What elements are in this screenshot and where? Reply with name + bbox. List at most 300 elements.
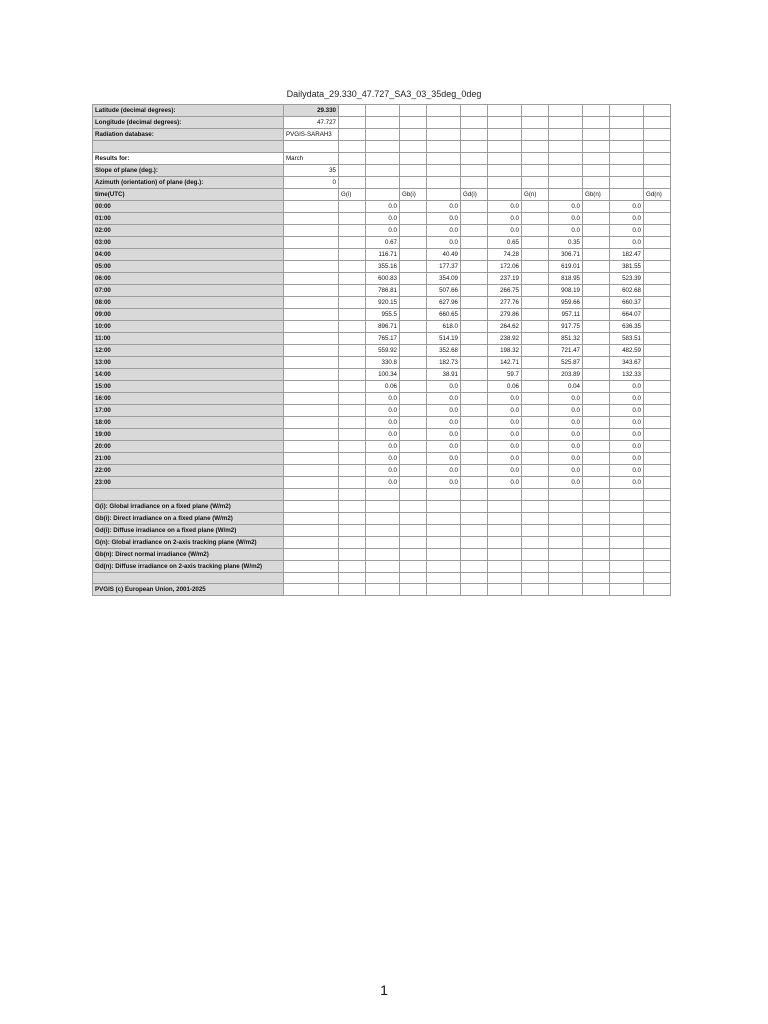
time-cell: 15:00 — [93, 380, 284, 392]
empty-cell — [644, 129, 671, 141]
empty-cell — [366, 105, 400, 117]
value-cell: 266.75 — [488, 284, 522, 296]
empty-cell — [583, 416, 610, 428]
empty-cell — [400, 440, 427, 452]
empty-cell — [400, 320, 427, 332]
empty-cell — [339, 320, 366, 332]
empty-cell — [610, 584, 644, 596]
empty-cell — [461, 332, 488, 344]
empty-cell — [583, 296, 610, 308]
empty-cell — [610, 548, 644, 560]
value-cell: 0.0 — [549, 428, 583, 440]
time-cell: 10:00 — [93, 320, 284, 332]
empty-cell — [644, 117, 671, 129]
value-cell: 786.81 — [366, 284, 400, 296]
empty-cell — [339, 452, 366, 464]
empty-cell — [339, 512, 366, 524]
value-cell: 0.0 — [488, 476, 522, 488]
empty-cell — [488, 176, 522, 188]
empty-cell — [610, 524, 644, 536]
empty-cell — [549, 548, 583, 560]
value-cell: 352.68 — [427, 344, 461, 356]
empty-cell — [583, 356, 610, 368]
empty-cell — [549, 176, 583, 188]
time-cell: 00:00 — [93, 200, 284, 212]
empty-cell — [461, 152, 488, 164]
empty-cell — [610, 536, 644, 548]
empty-label-cell — [93, 141, 284, 153]
empty-cell — [400, 584, 427, 596]
empty-cell — [610, 500, 644, 512]
legend-row — [93, 524, 671, 536]
table-row — [93, 464, 671, 476]
value-cell: 664.07 — [610, 308, 644, 320]
value-cell: 602.68 — [610, 284, 644, 296]
value-cell: 277.76 — [488, 296, 522, 308]
empty-cell — [644, 584, 671, 596]
results-row-label: Results for: — [93, 152, 284, 164]
value-cell: 237.19 — [488, 272, 522, 284]
empty-cell — [284, 368, 339, 380]
time-cell: 05:00 — [93, 260, 284, 272]
empty-cell — [366, 152, 400, 164]
empty-cell — [284, 572, 339, 584]
value-cell: 0.0 — [610, 428, 644, 440]
empty-cell — [583, 464, 610, 476]
empty-cell — [284, 488, 339, 500]
empty-cell — [583, 344, 610, 356]
empty-cell — [284, 272, 339, 284]
value-cell: 0.0 — [366, 464, 400, 476]
value-cell: 0.0 — [549, 464, 583, 476]
legend-row — [93, 548, 671, 560]
empty-cell — [583, 560, 610, 572]
empty-cell — [400, 476, 427, 488]
footer-copyright: PVGIS (c) European Union, 2001-2025 — [93, 584, 284, 596]
value-cell: 116.71 — [366, 248, 400, 260]
table-row — [93, 200, 671, 212]
value-cell: 523.39 — [610, 272, 644, 284]
empty-cell — [400, 500, 427, 512]
empty-cell — [644, 488, 671, 500]
table-row — [93, 320, 671, 332]
empty-cell — [644, 260, 671, 272]
value-cell: 0.0 — [488, 428, 522, 440]
empty-cell — [427, 188, 461, 200]
empty-cell — [522, 200, 549, 212]
time-cell: 04:00 — [93, 248, 284, 260]
legend-item: Gb(i): Direct irradiance on a fixed plane (W/m2) — [93, 512, 284, 524]
empty-cell — [644, 248, 671, 260]
empty-cell — [610, 572, 644, 584]
empty-cell — [284, 236, 339, 248]
empty-cell — [339, 248, 366, 260]
value-cell: 660.65 — [427, 308, 461, 320]
value-cell: 0.0 — [549, 224, 583, 236]
value-cell: 0.0 — [366, 476, 400, 488]
value-cell: 0.0 — [427, 416, 461, 428]
value-cell: 0.0 — [549, 404, 583, 416]
empty-cell — [427, 105, 461, 117]
empty-cell — [461, 260, 488, 272]
empty-cell — [610, 176, 644, 188]
empty-cell — [461, 308, 488, 320]
empty-cell — [522, 284, 549, 296]
table-row — [93, 332, 671, 344]
empty-cell — [400, 428, 427, 440]
empty-cell — [583, 584, 610, 596]
empty-cell — [522, 404, 549, 416]
value-cell: 514.19 — [427, 332, 461, 344]
value-cell: 354.09 — [427, 272, 461, 284]
empty-cell — [400, 404, 427, 416]
empty-cell — [339, 428, 366, 440]
empty-cell — [522, 416, 549, 428]
empty-cell — [488, 512, 522, 524]
empty-cell — [583, 572, 610, 584]
value-cell: 0.0 — [610, 380, 644, 392]
empty-cell — [400, 212, 427, 224]
empty-cell — [610, 117, 644, 129]
empty-cell — [644, 152, 671, 164]
empty-cell — [488, 584, 522, 596]
empty-cell — [284, 296, 339, 308]
value-cell: 0.0 — [488, 224, 522, 236]
table-row — [93, 428, 671, 440]
empty-cell — [339, 476, 366, 488]
empty-cell — [610, 141, 644, 153]
empty-cell — [644, 452, 671, 464]
empty-cell — [461, 224, 488, 236]
empty-cell — [644, 560, 671, 572]
empty-cell — [644, 296, 671, 308]
empty-cell — [549, 117, 583, 129]
empty-cell — [522, 560, 549, 572]
empty-cell — [366, 117, 400, 129]
empty-cell — [339, 284, 366, 296]
empty-cell — [427, 512, 461, 524]
empty-cell — [522, 212, 549, 224]
value-cell: 0.06 — [488, 380, 522, 392]
empty-cell — [522, 248, 549, 260]
empty-cell — [488, 488, 522, 500]
longitude-row-label: Longitude (decimal degrees): — [93, 117, 284, 129]
empty-cell — [583, 500, 610, 512]
empty-cell — [583, 392, 610, 404]
time-cell: 13:00 — [93, 356, 284, 368]
empty-cell — [644, 476, 671, 488]
empty-cell — [284, 404, 339, 416]
value-cell: 908.19 — [549, 284, 583, 296]
empty-cell — [583, 224, 610, 236]
empty-cell — [400, 464, 427, 476]
empty-cell — [488, 152, 522, 164]
empty-cell — [400, 380, 427, 392]
legend-item: G(i): Global irradiance on a fixed plane (W/m2) — [93, 500, 284, 512]
column-header: G(i) — [339, 188, 366, 200]
value-cell: 0.0 — [610, 440, 644, 452]
value-cell: 627.96 — [427, 296, 461, 308]
slope-row-value: 35 — [284, 164, 339, 176]
empty-cell — [339, 440, 366, 452]
empty-cell — [549, 129, 583, 141]
empty-cell — [522, 176, 549, 188]
empty-cell — [366, 176, 400, 188]
table-row — [93, 356, 671, 368]
value-cell: 0.0 — [366, 200, 400, 212]
empty-cell — [427, 164, 461, 176]
empty-cell — [644, 272, 671, 284]
empty-cell — [366, 500, 400, 512]
empty-cell — [400, 296, 427, 308]
value-cell: 203.89 — [549, 368, 583, 380]
empty-cell — [522, 572, 549, 584]
empty-cell — [644, 500, 671, 512]
legend-item: G(n): Global irradiance on 2-axis tracking plane (W/m2) — [93, 536, 284, 548]
empty-cell — [461, 440, 488, 452]
empty-cell — [366, 560, 400, 572]
empty-cell — [488, 572, 522, 584]
latitude-row-value: 29.330 — [284, 105, 339, 117]
azimuth-row-label: Azimuth (orientation) of plane (deg.): — [93, 176, 284, 188]
empty-cell — [284, 464, 339, 476]
value-cell: 38.91 — [427, 368, 461, 380]
value-cell: 0.0 — [366, 452, 400, 464]
empty-cell — [400, 284, 427, 296]
empty-cell — [644, 236, 671, 248]
empty-cell — [488, 129, 522, 141]
empty-cell — [461, 368, 488, 380]
value-cell: 482.59 — [610, 344, 644, 356]
legend-item: Gb(n): Direct normal irradiance (W/m2) — [93, 548, 284, 560]
value-cell: 264.62 — [488, 320, 522, 332]
empty-cell — [427, 524, 461, 536]
empty-cell — [339, 536, 366, 548]
empty-cell — [644, 356, 671, 368]
empty-cell — [488, 548, 522, 560]
empty-cell — [400, 224, 427, 236]
empty-cell — [644, 512, 671, 524]
empty-cell — [583, 212, 610, 224]
time-cell: 16:00 — [93, 392, 284, 404]
empty-cell — [522, 105, 549, 117]
empty-cell — [284, 308, 339, 320]
value-cell: 0.0 — [610, 224, 644, 236]
empty-cell — [339, 560, 366, 572]
empty-cell — [488, 164, 522, 176]
value-cell: 559.92 — [366, 344, 400, 356]
empty-cell — [488, 500, 522, 512]
empty-cell — [461, 105, 488, 117]
empty-cell — [339, 572, 366, 584]
empty-cell — [522, 380, 549, 392]
empty-cell — [583, 272, 610, 284]
empty-cell — [583, 404, 610, 416]
value-cell: 0.04 — [549, 380, 583, 392]
empty-cell — [549, 188, 583, 200]
value-cell: 957.11 — [549, 308, 583, 320]
value-cell: 0.0 — [427, 224, 461, 236]
spacer-row — [93, 572, 671, 584]
empty-cell — [400, 176, 427, 188]
value-cell: 0.06 — [366, 380, 400, 392]
empty-cell — [366, 524, 400, 536]
empty-cell — [339, 212, 366, 224]
empty-cell — [427, 117, 461, 129]
value-cell: 0.0 — [366, 404, 400, 416]
value-cell: 0.0 — [427, 428, 461, 440]
time-header: time(UTC) — [93, 188, 284, 200]
slope-row — [93, 164, 671, 176]
empty-cell — [284, 512, 339, 524]
empty-cell — [522, 464, 549, 476]
empty-cell — [488, 536, 522, 548]
empty-cell — [644, 392, 671, 404]
empty-cell — [583, 308, 610, 320]
table-row — [93, 236, 671, 248]
empty-cell — [339, 176, 366, 188]
empty-cell — [644, 332, 671, 344]
time-cell: 02:00 — [93, 224, 284, 236]
empty-cell — [583, 141, 610, 153]
time-cell: 14:00 — [93, 368, 284, 380]
empty-cell — [339, 488, 366, 500]
empty-cell — [400, 105, 427, 117]
value-cell: 172.06 — [488, 260, 522, 272]
empty-cell — [400, 344, 427, 356]
empty-cell — [400, 524, 427, 536]
value-cell: 959.66 — [549, 296, 583, 308]
value-cell: 0.67 — [366, 236, 400, 248]
empty-cell — [339, 404, 366, 416]
empty-cell — [461, 428, 488, 440]
empty-cell — [400, 452, 427, 464]
value-cell: 851.32 — [549, 332, 583, 344]
table-row — [93, 416, 671, 428]
empty-cell — [284, 536, 339, 548]
empty-cell — [461, 176, 488, 188]
value-cell: 600.83 — [366, 272, 400, 284]
legend-row — [93, 560, 671, 572]
empty-cell — [339, 584, 366, 596]
value-cell: 0.0 — [488, 440, 522, 452]
value-cell: 896.71 — [366, 320, 400, 332]
empty-cell — [339, 392, 366, 404]
empty-cell — [400, 272, 427, 284]
empty-cell — [522, 332, 549, 344]
empty-cell — [366, 129, 400, 141]
results-row — [93, 152, 671, 164]
empty-cell — [284, 524, 339, 536]
empty-cell — [644, 141, 671, 153]
empty-cell — [644, 380, 671, 392]
value-cell: 182.47 — [610, 248, 644, 260]
empty-cell — [427, 536, 461, 548]
empty-cell — [284, 200, 339, 212]
empty-cell — [522, 141, 549, 153]
database-row-label: Radiation database: — [93, 129, 284, 141]
table-row — [93, 296, 671, 308]
value-cell: 0.0 — [366, 392, 400, 404]
value-cell: 0.0 — [427, 404, 461, 416]
database-row-value: PVGIS-SARAH3 — [284, 129, 339, 141]
legend-row — [93, 500, 671, 512]
empty-cell — [400, 392, 427, 404]
table-row — [93, 224, 671, 236]
empty-cell — [461, 141, 488, 153]
empty-cell — [644, 464, 671, 476]
empty-cell — [339, 224, 366, 236]
value-cell: 0.0 — [549, 452, 583, 464]
value-cell: 0.0 — [610, 476, 644, 488]
empty-cell — [400, 560, 427, 572]
table-row — [93, 308, 671, 320]
empty-cell — [461, 344, 488, 356]
azimuth-row-value: 0 — [284, 176, 339, 188]
empty-cell — [610, 488, 644, 500]
value-cell: 0.0 — [427, 212, 461, 224]
empty-cell — [644, 308, 671, 320]
value-cell: 0.0 — [610, 404, 644, 416]
time-cell: 06:00 — [93, 272, 284, 284]
time-cell: 11:00 — [93, 332, 284, 344]
value-cell: 818.95 — [549, 272, 583, 284]
empty-cell — [583, 260, 610, 272]
empty-cell — [610, 105, 644, 117]
empty-cell — [549, 512, 583, 524]
empty-cell — [522, 440, 549, 452]
value-cell: 0.0 — [366, 416, 400, 428]
empty-cell — [339, 344, 366, 356]
empty-cell — [488, 188, 522, 200]
empty-cell — [400, 416, 427, 428]
empty-cell — [461, 272, 488, 284]
empty-cell — [461, 560, 488, 572]
empty-cell — [461, 212, 488, 224]
document-title: Dailydata_29.330_47.727_SA3_03_35deg_0deg — [286, 89, 482, 99]
value-cell: 525.87 — [549, 356, 583, 368]
empty-cell — [461, 512, 488, 524]
empty-cell — [461, 584, 488, 596]
azimuth-row — [93, 176, 671, 188]
time-cell: 08:00 — [93, 296, 284, 308]
empty-cell — [644, 344, 671, 356]
empty-cell — [644, 200, 671, 212]
empty-cell — [427, 129, 461, 141]
empty-cell — [522, 488, 549, 500]
empty-cell — [427, 488, 461, 500]
empty-cell — [427, 572, 461, 584]
empty-cell — [583, 536, 610, 548]
time-cell: 03:00 — [93, 236, 284, 248]
empty-cell — [583, 368, 610, 380]
empty-cell — [522, 224, 549, 236]
empty-cell — [339, 200, 366, 212]
empty-cell — [284, 380, 339, 392]
empty-cell — [644, 368, 671, 380]
value-cell: 59.7 — [488, 368, 522, 380]
empty-cell — [461, 200, 488, 212]
column-header: Gb(i) — [400, 188, 427, 200]
empty-cell — [461, 392, 488, 404]
empty-cell — [644, 404, 671, 416]
empty-cell — [549, 560, 583, 572]
table-row — [93, 392, 671, 404]
column-header: Gd(i) — [461, 188, 488, 200]
empty-cell — [644, 164, 671, 176]
value-cell: 917.75 — [549, 320, 583, 332]
value-cell: 132.33 — [610, 368, 644, 380]
